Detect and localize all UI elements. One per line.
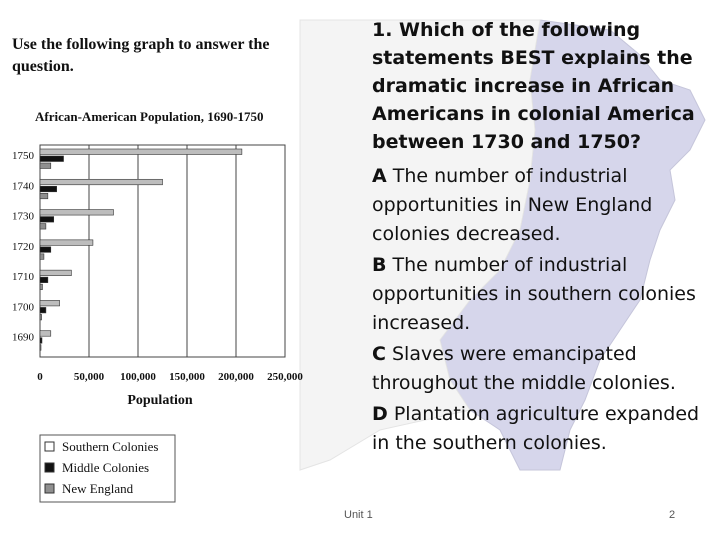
y-tick-label: 1710 — [12, 271, 34, 284]
option-d-text: Plantation agriculture expanded in the southern colonies. — [372, 403, 700, 454]
x-tick-label: 150,000 — [169, 371, 205, 383]
population-chart — [12, 109, 303, 502]
option-a-letter: A — [372, 165, 387, 187]
legend-swatch — [45, 442, 54, 451]
y-tick-label: 1740 — [12, 180, 34, 193]
bar-new-england-1750 — [40, 163, 51, 169]
instruction-text: Use the following graph to answer the question. — [12, 36, 270, 75]
question-block — [372, 16, 707, 460]
x-tick-label: 0 — [37, 371, 43, 383]
option-c[interactable] — [372, 340, 707, 398]
option-c-letter: C — [372, 343, 386, 365]
y-tick-labels — [12, 150, 35, 344]
y-tick-label: 1730 — [12, 210, 34, 223]
chart-grid — [40, 145, 285, 357]
bar-new-england-1740 — [40, 193, 48, 199]
chart-bars — [40, 149, 242, 350]
x-tick-labels — [37, 371, 303, 383]
footer-unit: Unit 1 — [344, 509, 373, 521]
x-tick-label: 250,000 — [267, 371, 303, 383]
plot-frame — [40, 145, 285, 357]
bar-southern-colonies-1700 — [40, 300, 60, 306]
y-tick-label: 1750 — [12, 150, 34, 162]
legend-label: New England — [62, 481, 134, 496]
chart-title: African-American Population, 1690-1750 — [35, 109, 264, 124]
bar-southern-colonies-1710 — [40, 270, 71, 276]
option-d-letter: D — [372, 403, 388, 425]
bar-new-england-1700 — [40, 314, 42, 320]
bar-middle-colonies-1690 — [40, 338, 42, 344]
bar-middle-colonies-1740 — [40, 186, 57, 192]
option-a-text: The number of industrial opportunities in New England colonies decreased. — [372, 165, 653, 245]
bar-southern-colonies-1690 — [40, 331, 51, 337]
x-axis-label: Population — [127, 393, 193, 408]
option-b[interactable] — [372, 251, 707, 338]
bar-new-england-1730 — [40, 224, 46, 230]
legend-swatch — [45, 463, 54, 472]
chart-legend — [40, 435, 175, 502]
y-tick-label: 1700 — [12, 301, 34, 314]
bar-southern-colonies-1720 — [40, 240, 93, 246]
bar-southern-colonies-1750 — [40, 149, 242, 155]
legend-swatch — [45, 484, 54, 493]
legend-label: Southern Colonies — [62, 439, 159, 454]
bar-new-england-1710 — [40, 284, 42, 290]
option-a[interactable] — [372, 162, 707, 249]
bar-middle-colonies-1730 — [40, 217, 54, 223]
question-title: 1. Which of the following statements BEST explains the dramatic increase in African Americans in colonial America between 1730 and 1750? — [372, 19, 695, 153]
y-tick-label: 1690 — [12, 331, 34, 344]
bar-middle-colonies-1750 — [40, 156, 64, 162]
legend-label: Middle Colonies — [62, 460, 150, 475]
option-b-text: The number of industrial opportunities in southern colonies increased. — [372, 254, 696, 334]
x-tick-label: 50,000 — [73, 371, 105, 383]
bar-middle-colonies-1710 — [40, 277, 48, 283]
bar-southern-colonies-1740 — [40, 179, 163, 185]
bar-southern-colonies-1730 — [40, 210, 114, 216]
bar-new-england-1720 — [40, 254, 44, 260]
bar-middle-colonies-1700 — [40, 307, 46, 313]
footer-page-number: 2 — [669, 509, 676, 521]
y-tick-label: 1720 — [12, 240, 34, 253]
option-d[interactable] — [372, 400, 707, 458]
option-c-text: Slaves were emancipated throughout the middle colonies. — [372, 343, 676, 394]
bar-new-england-1690 — [40, 345, 41, 351]
x-tick-label: 200,000 — [218, 371, 254, 383]
x-tick-label: 100,000 — [120, 371, 156, 383]
bar-middle-colonies-1720 — [40, 247, 51, 253]
option-b-letter: B — [372, 254, 387, 276]
